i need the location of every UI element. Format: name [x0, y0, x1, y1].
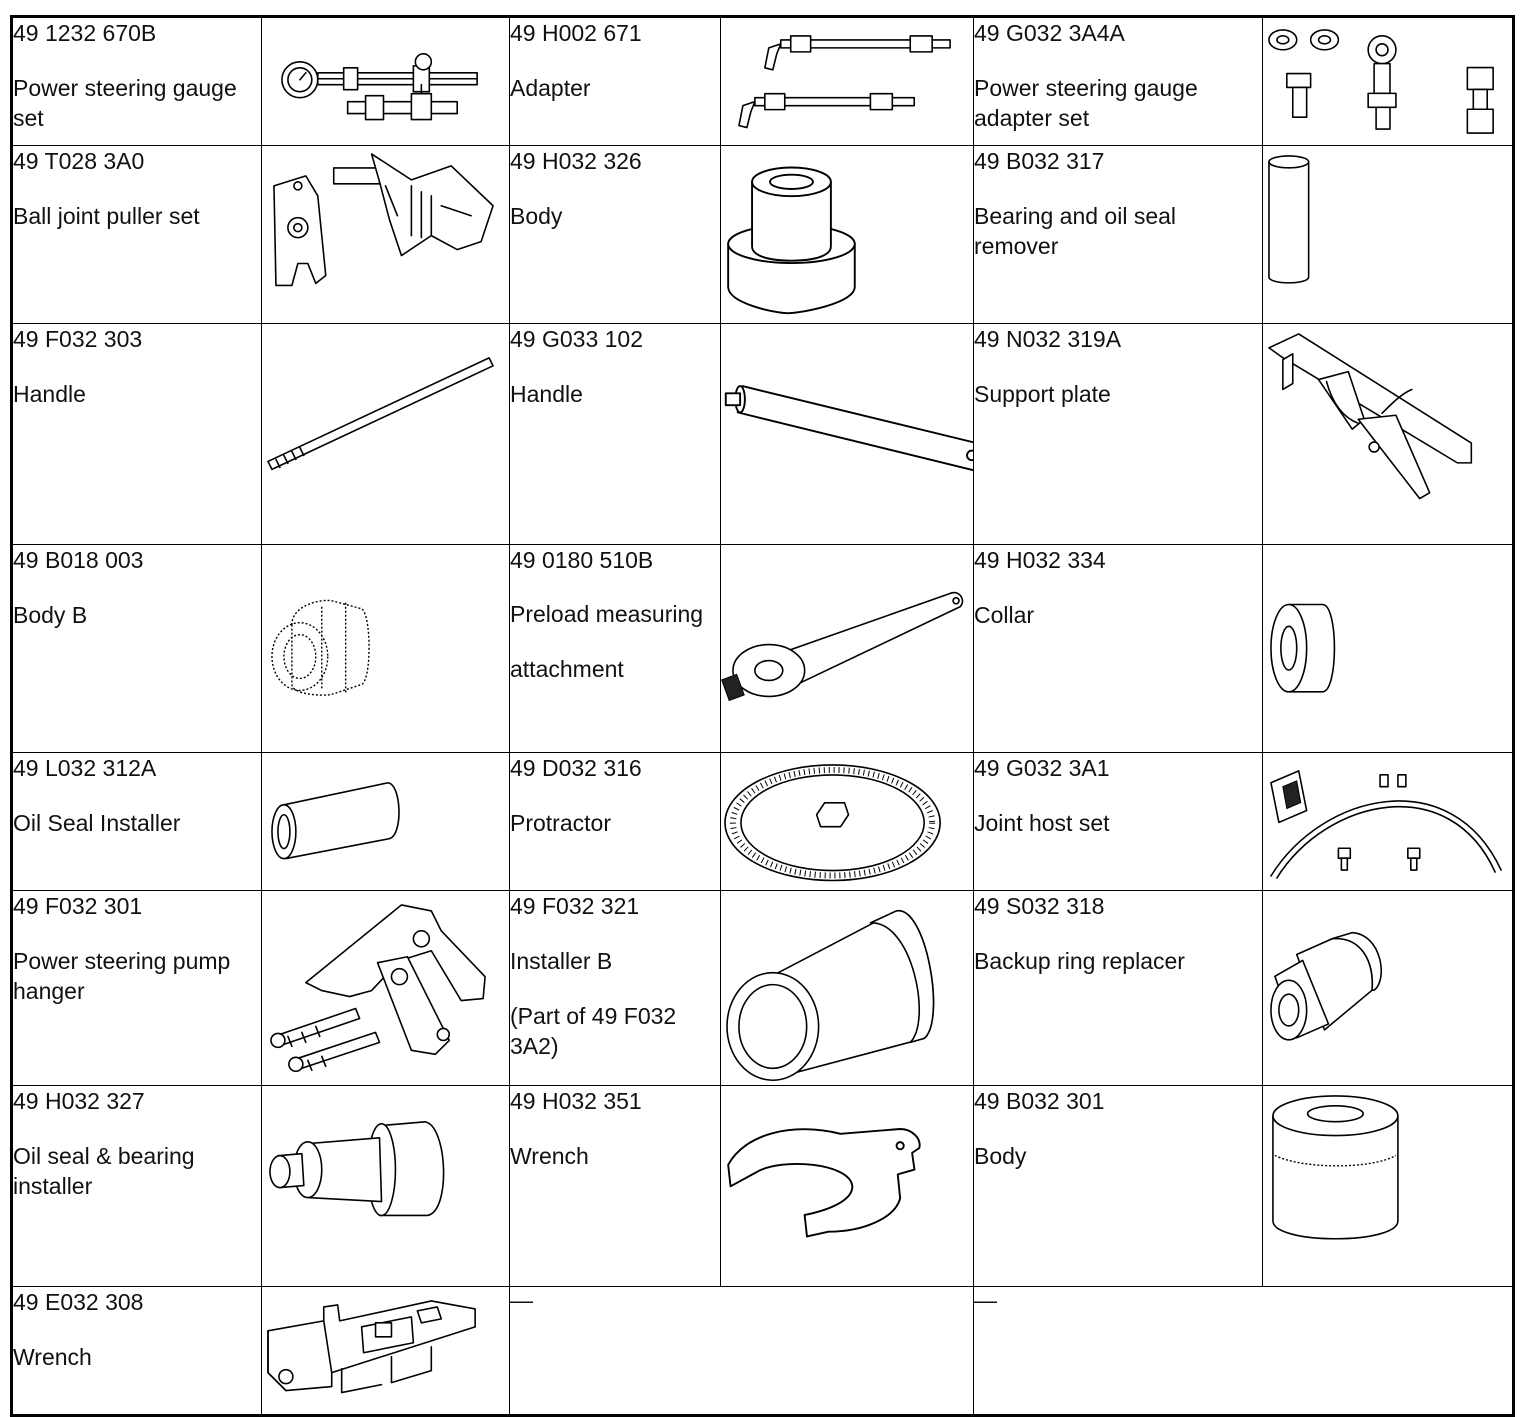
tool-name: Body B — [13, 601, 88, 628]
protractor-illustration — [721, 753, 974, 890]
tool-name: Handle — [510, 381, 583, 408]
part-number: 49 G032 3A4A — [974, 20, 1125, 46]
tool-name: Oil Seal Installer — [13, 810, 181, 837]
part-of-note: (Part of 49 F032 3A2) — [510, 1002, 677, 1059]
wrench-hook-illustration — [721, 1085, 974, 1287]
part-number: 49 H032 351 — [510, 1087, 642, 1114]
tool-cell — [12, 544, 262, 752]
tool-cell — [12, 890, 262, 1085]
oil-seal-installer-illustration — [262, 753, 510, 890]
part-number: 49 F032 301 — [13, 892, 143, 919]
collar-illustration — [1263, 544, 1514, 752]
part-number: 49 D032 316 — [510, 755, 642, 782]
tool-name: Wrench — [13, 1344, 92, 1371]
part-number: 49 E032 308 — [13, 1289, 144, 1316]
part-number: 49 S032 318 — [974, 892, 1105, 919]
part-number: 49 H032 327 — [13, 1087, 145, 1114]
part-number: 49 0180 510B — [510, 546, 654, 573]
tool-cell — [510, 544, 721, 752]
tool-cell — [510, 753, 721, 890]
handle-rod-illustration — [262, 324, 510, 545]
tool-name: Ball joint puller set — [13, 203, 200, 230]
part-number: 49 H032 326 — [510, 148, 642, 175]
part-number: 49 L032 312A — [13, 755, 157, 782]
wrench-bracket-illustration — [262, 1287, 510, 1415]
gauge-adapter-set-illustration — [1263, 17, 1514, 146]
tool-cell — [510, 17, 721, 146]
tool-cell — [974, 890, 1263, 1085]
oil-seal-bearing-installer-illustration — [262, 1085, 510, 1287]
tool-cell — [974, 146, 1263, 324]
tool-name: Power steering gauge adapter set — [974, 75, 1198, 131]
tool-cell — [12, 17, 262, 146]
empty-cell: — — [974, 1287, 1514, 1415]
part-number: 49 B032 317 — [974, 148, 1105, 175]
backup-ring-replacer-illustration — [1263, 890, 1514, 1085]
tool-cell — [974, 17, 1263, 146]
body-illustration — [721, 146, 974, 324]
part-number: 49 B032 301 — [974, 1087, 1105, 1114]
tool-name: Installer B — [510, 947, 613, 974]
tool-cell — [12, 1085, 262, 1287]
part-number: 49 B018 003 — [13, 546, 144, 573]
part-number: 49 H032 334 — [974, 546, 1106, 573]
tool-cell — [510, 324, 721, 545]
table-row — [12, 1287, 1514, 1415]
tool-name: Power steering pump hanger — [13, 947, 231, 1004]
adapter-hoses-illustration — [721, 17, 974, 146]
body-b-illustration — [262, 544, 510, 752]
tool-cell — [510, 890, 721, 1085]
table-row — [12, 324, 1514, 545]
joint-hose-set-illustration — [1263, 753, 1514, 890]
part-number: 49 T028 3A0 — [13, 148, 145, 175]
tool-name: Adapter — [510, 75, 591, 101]
tool-name: Oil seal & bearing installer — [13, 1142, 195, 1199]
tool-cell — [974, 753, 1263, 890]
installer-b-illustration — [721, 890, 974, 1085]
tool-cell — [12, 146, 262, 324]
empty-cell: — — [510, 1287, 974, 1415]
table-row — [12, 146, 1514, 324]
tool-cell — [12, 324, 262, 545]
gauge-set-illustration — [262, 17, 510, 146]
table-row — [12, 17, 1514, 146]
tool-name: Backup ring replacer — [974, 947, 1185, 974]
tool-cell — [974, 1085, 1263, 1287]
tool-name: Collar — [974, 601, 1035, 628]
part-number: 49 F032 321 — [510, 892, 640, 919]
table-row — [12, 890, 1514, 1085]
special-tools-table — [10, 15, 1515, 1417]
tool-name: Joint host set — [974, 810, 1110, 837]
table-row — [12, 753, 1514, 890]
tool-cell — [510, 1085, 721, 1287]
tool-name: Wrench — [510, 1142, 589, 1169]
preload-attachment-illustration — [721, 544, 974, 752]
tool-name: Body — [510, 203, 563, 230]
part-number: 49 1232 670B — [13, 20, 157, 46]
tool-name: Preload measuring attachment — [510, 600, 704, 682]
pump-hanger-illustration — [262, 890, 510, 1085]
handle-bar-illustration — [721, 324, 974, 545]
part-number: 49 G033 102 — [510, 326, 644, 353]
table-row — [12, 544, 1514, 752]
tool-cell — [12, 753, 262, 890]
body-cylinder-illustration — [1263, 1085, 1514, 1287]
part-number: 49 H002 671 — [510, 20, 642, 46]
tool-name: Bearing and oil seal remover — [974, 203, 1177, 260]
table-row — [12, 1085, 1514, 1287]
part-number: 49 N032 319A — [974, 326, 1122, 353]
tool-name: Handle — [13, 381, 86, 408]
ball-joint-puller-illustration — [262, 146, 510, 324]
tool-name: Body — [974, 1142, 1027, 1169]
part-number: 49 F032 303 — [13, 326, 143, 353]
tool-cell — [510, 146, 721, 324]
tool-name: Support plate — [974, 381, 1111, 408]
tool-name: Power steering gauge set — [13, 75, 237, 131]
tool-cell — [974, 324, 1263, 545]
tool-cell — [974, 544, 1263, 752]
remover-illustration — [1263, 146, 1514, 324]
support-plate-illustration — [1263, 324, 1514, 545]
part-number: 49 G032 3A1 — [974, 755, 1110, 782]
tool-cell — [12, 1287, 262, 1415]
tool-name: Protractor — [510, 810, 611, 837]
